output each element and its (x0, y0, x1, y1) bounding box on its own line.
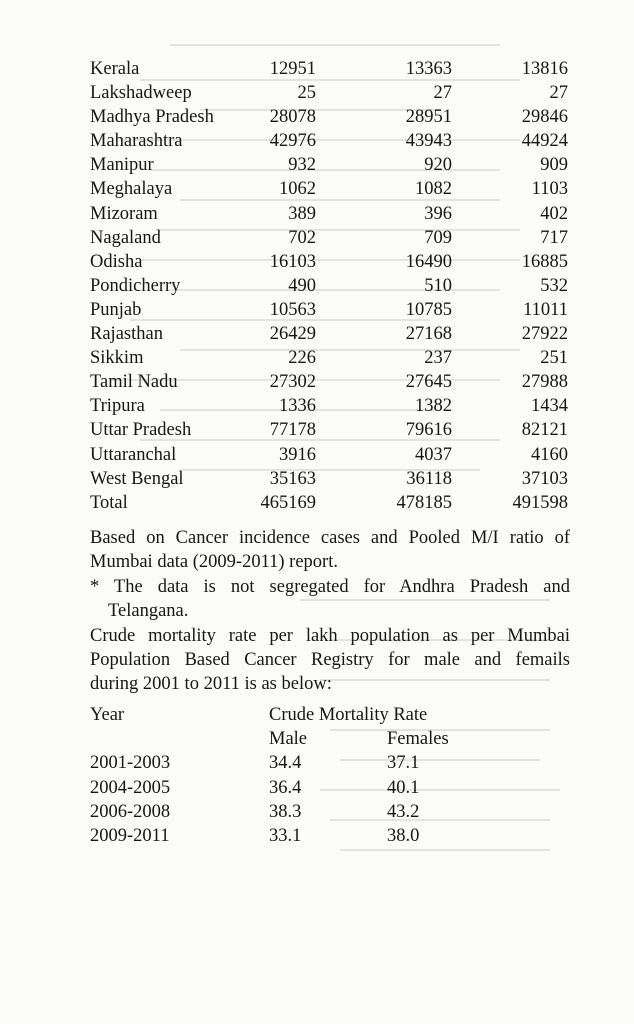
mortality-row (90, 751, 510, 775)
male-header: Male (269, 729, 308, 750)
state-name: Madhya Pradesh (90, 107, 214, 128)
value-col3: 909 (540, 155, 568, 176)
state-name: West Bengal (90, 468, 184, 489)
state-name: Mizoram (90, 203, 158, 224)
rate-header: Crude Mortality Rate (269, 705, 428, 725)
footnote (90, 575, 570, 623)
male-rate: 34.4 (269, 753, 302, 774)
state-name: Punjab (90, 299, 142, 320)
female-rate: 43.2 (387, 801, 420, 822)
value-col3: 27988 (521, 372, 568, 393)
value-col2: 478185 (396, 492, 452, 513)
value-col1: 3916 (279, 444, 316, 465)
value-col2: 920 (424, 155, 452, 176)
mortality-row (90, 824, 510, 848)
mortality-intro (90, 624, 570, 697)
value-col3: 4160 (531, 444, 568, 465)
mortality-subheader-row (90, 727, 510, 751)
value-col3: 13816 (521, 59, 568, 79)
male-rate: 38.3 (269, 801, 302, 822)
value-col2: 396 (424, 203, 452, 224)
mortality-row (90, 800, 510, 824)
table-row (90, 418, 568, 442)
state-name: Odisha (90, 251, 143, 272)
state-name: Manipur (90, 155, 154, 176)
period-cell: 2009-2011 (90, 825, 170, 846)
intro-line: Crude mortality rate per lakh population as per Mumbai (90, 626, 570, 646)
mortality-rows (90, 751, 510, 848)
footnote-line: Telangana. (108, 601, 189, 622)
table-row (90, 177, 568, 201)
table-row (90, 202, 568, 226)
value-col1: 1062 (279, 179, 316, 200)
table-row (90, 105, 568, 129)
value-col1: 10563 (269, 299, 316, 320)
state-name: Uttar Pradesh (90, 420, 192, 441)
table-row (90, 250, 568, 274)
intro-line: during 2001 to 2011 is as below: (90, 674, 332, 695)
period-cell: 2004-2005 (90, 777, 171, 798)
year-header: Year (90, 705, 125, 725)
value-col2: 79616 (405, 420, 452, 441)
value-col1: 77178 (269, 420, 316, 441)
table-row (90, 81, 568, 105)
state-name: Total (90, 492, 128, 513)
value-col2: 16490 (405, 251, 452, 272)
table-row (90, 129, 568, 153)
value-col1: 25 (297, 83, 316, 104)
value-col1: 42976 (269, 131, 316, 152)
state-name: Nagaland (90, 227, 161, 248)
table-row (90, 274, 568, 298)
table-row (90, 394, 568, 418)
state-name: Uttaranchal (90, 444, 177, 465)
state-name: Lakshadweep (90, 83, 192, 104)
female-rate: 38.0 (387, 825, 420, 846)
value-col3: 44924 (521, 131, 568, 152)
value-col1: 35163 (269, 468, 316, 489)
value-col2: 4037 (415, 444, 452, 465)
value-col2: 10785 (405, 299, 452, 320)
female-rate: 37.1 (387, 753, 420, 774)
value-col3: 251 (540, 348, 568, 369)
value-col2: 27 (433, 83, 452, 104)
value-col3: 491598 (512, 492, 568, 513)
value-col2: 27645 (405, 372, 452, 393)
value-col3: 27922 (521, 324, 568, 345)
value-col1: 389 (288, 203, 316, 224)
state-name: Rajasthan (90, 324, 163, 345)
value-col1: 932 (288, 155, 316, 176)
state-estimates-table (90, 57, 568, 515)
value-col3: 11011 (523, 299, 568, 320)
value-col1: 702 (288, 227, 316, 248)
state-name: Pondicherry (90, 275, 181, 296)
mortality-table (90, 703, 510, 848)
state-name: Meghalaya (90, 179, 173, 200)
table-row (90, 322, 568, 346)
value-col3: 532 (540, 275, 568, 296)
state-name: Maharashtra (90, 131, 183, 152)
intro-line: Population Based Cancer Registry for male and femails (90, 650, 570, 671)
period-cell: 2006-2008 (90, 801, 171, 822)
value-col2: 36118 (406, 468, 452, 489)
value-col2: 709 (424, 227, 452, 248)
value-col2: 1082 (415, 179, 452, 200)
female-header: Females (387, 729, 449, 750)
footnote-line: * The data is not segregated for Andhra Pradesh and (90, 577, 570, 597)
value-col1: 27302 (269, 372, 316, 393)
table-row (90, 153, 568, 177)
value-col2: 27168 (405, 324, 452, 345)
period-cell: 2001-2003 (90, 753, 171, 774)
female-rate: 40.1 (387, 777, 420, 798)
value-col2: 28951 (405, 107, 452, 128)
source-note-line: Based on Cancer incidence cases and Pooled M/I ratio of (90, 528, 570, 548)
mortality-row (90, 776, 510, 800)
value-col3: 1103 (531, 179, 568, 200)
value-col3: 29846 (521, 107, 568, 128)
male-rate: 36.4 (269, 777, 302, 798)
value-col2: 13363 (405, 59, 452, 79)
table-row (90, 491, 568, 515)
value-col3: 37103 (521, 468, 568, 489)
table-row (90, 57, 568, 81)
table-row (90, 226, 568, 250)
value-col1: 465169 (260, 492, 316, 513)
value-col1: 1336 (279, 396, 316, 417)
source-note-line: Mumbai data (2009-2011) report. (90, 552, 338, 573)
state-name: Tripura (90, 396, 145, 417)
state-name: Kerala (90, 59, 140, 79)
value-col3: 82121 (521, 420, 568, 441)
value-col2: 1382 (415, 396, 452, 417)
value-col3: 1434 (531, 396, 568, 417)
value-col2: 43943 (405, 131, 452, 152)
table-row (90, 443, 568, 467)
value-col1: 226 (288, 348, 316, 369)
table-row (90, 370, 568, 394)
mortality-header-row (90, 703, 510, 727)
value-col2: 237 (424, 348, 452, 369)
value-col3: 27 (549, 83, 568, 104)
table-row (90, 346, 568, 370)
value-col1: 12951 (269, 59, 316, 79)
value-col3: 717 (540, 227, 568, 248)
state-name: Sikkim (90, 348, 144, 369)
state-name: Tamil Nadu (90, 372, 178, 393)
value-col1: 490 (288, 275, 316, 296)
source-note (90, 526, 570, 574)
table-row (90, 467, 568, 491)
value-col1: 28078 (269, 107, 316, 128)
table-row (90, 298, 568, 322)
value-col3: 402 (540, 203, 568, 224)
value-col3: 16885 (521, 251, 568, 272)
value-col1: 16103 (269, 251, 316, 272)
male-rate: 33.1 (269, 825, 302, 846)
value-col1: 26429 (269, 324, 316, 345)
value-col2: 510 (424, 275, 452, 296)
